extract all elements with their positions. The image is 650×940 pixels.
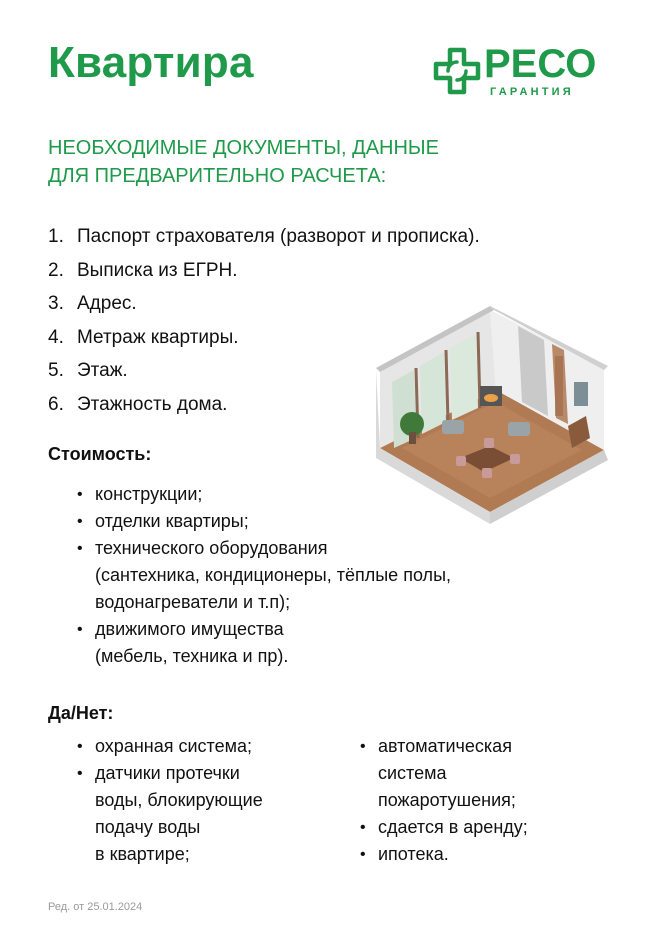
subtitle-line-2: ДЛЯ ПРЕДВАРИТЕЛЬНО РАСЧЕТА: — [48, 165, 387, 187]
yes-no-list-left — [77, 733, 327, 868]
list-item-text: Адрес. — [77, 293, 137, 314]
cost-list — [77, 481, 527, 670]
bullet-icon: • — [77, 621, 83, 638]
logo-name: РЕСО — [484, 42, 597, 86]
bullet-icon: • — [360, 819, 366, 836]
list-item: • движимого имущества (мебель, техника и пр). — [77, 616, 527, 670]
list-item-text: Этаж. — [77, 360, 128, 381]
reso-logo-cross-icon — [432, 46, 482, 96]
bullet-icon: • — [360, 738, 366, 755]
revision-date: Ред. от 25.01.2024 — [48, 901, 143, 913]
list-item: • сдается в аренду; — [360, 814, 580, 841]
bullet-icon: • — [77, 765, 83, 782]
list-item-number: 1. — [48, 226, 64, 247]
list-item: • конструкции; — [77, 481, 527, 508]
bullet-icon: • — [77, 513, 83, 530]
list-item: • датчики протечки воды, блокирующие подачу воды в квартире; — [77, 760, 327, 868]
cost-heading: Стоимость: — [48, 444, 152, 464]
list-item-text: Выписка из ЕГРН. — [77, 259, 238, 281]
list-item-number: 4. — [48, 326, 64, 348]
yes-no-list-right — [360, 733, 580, 868]
subtitle-line-1: НЕОБХОДИМЫЕ ДОКУМЕНТЫ, ДАННЫЕ — [48, 137, 439, 159]
list-item-number: 6. — [48, 393, 64, 415]
list-item-text: Паспорт страхователя (разворот и прописка). — [77, 226, 480, 247]
list-item: • ипотека. — [360, 841, 580, 868]
bullet-icon: • — [77, 486, 83, 503]
bullet-icon: • — [360, 846, 366, 863]
bullet-icon: • — [77, 738, 83, 755]
list-item — [48, 254, 480, 288]
list-item: • автоматическая система пожаротушения; — [360, 733, 580, 814]
logo-tagline: ГАРАНТИЯ — [490, 86, 574, 98]
page-title: Квартира — [48, 38, 254, 87]
yes-no-heading: Да/Нет: — [48, 703, 114, 723]
list-item-number: 3. — [48, 293, 64, 314]
documents-subtitle — [48, 134, 439, 190]
list-item-text: Метраж квартиры. — [77, 326, 239, 348]
list-item-number: 2. — [48, 259, 64, 281]
bullet-icon: • — [77, 540, 83, 557]
list-item: • охранная система; — [77, 733, 327, 760]
reso-logo — [432, 42, 612, 102]
list-item: • отделки квартиры; — [77, 508, 527, 535]
list-item-text: Этажность дома. — [77, 393, 228, 415]
list-item: • технического оборудования (сантехника, кондиционеры, тёплые полы, водонагреватели и т.п); — [77, 535, 527, 616]
list-item — [48, 220, 480, 254]
list-item-number: 5. — [48, 360, 64, 381]
